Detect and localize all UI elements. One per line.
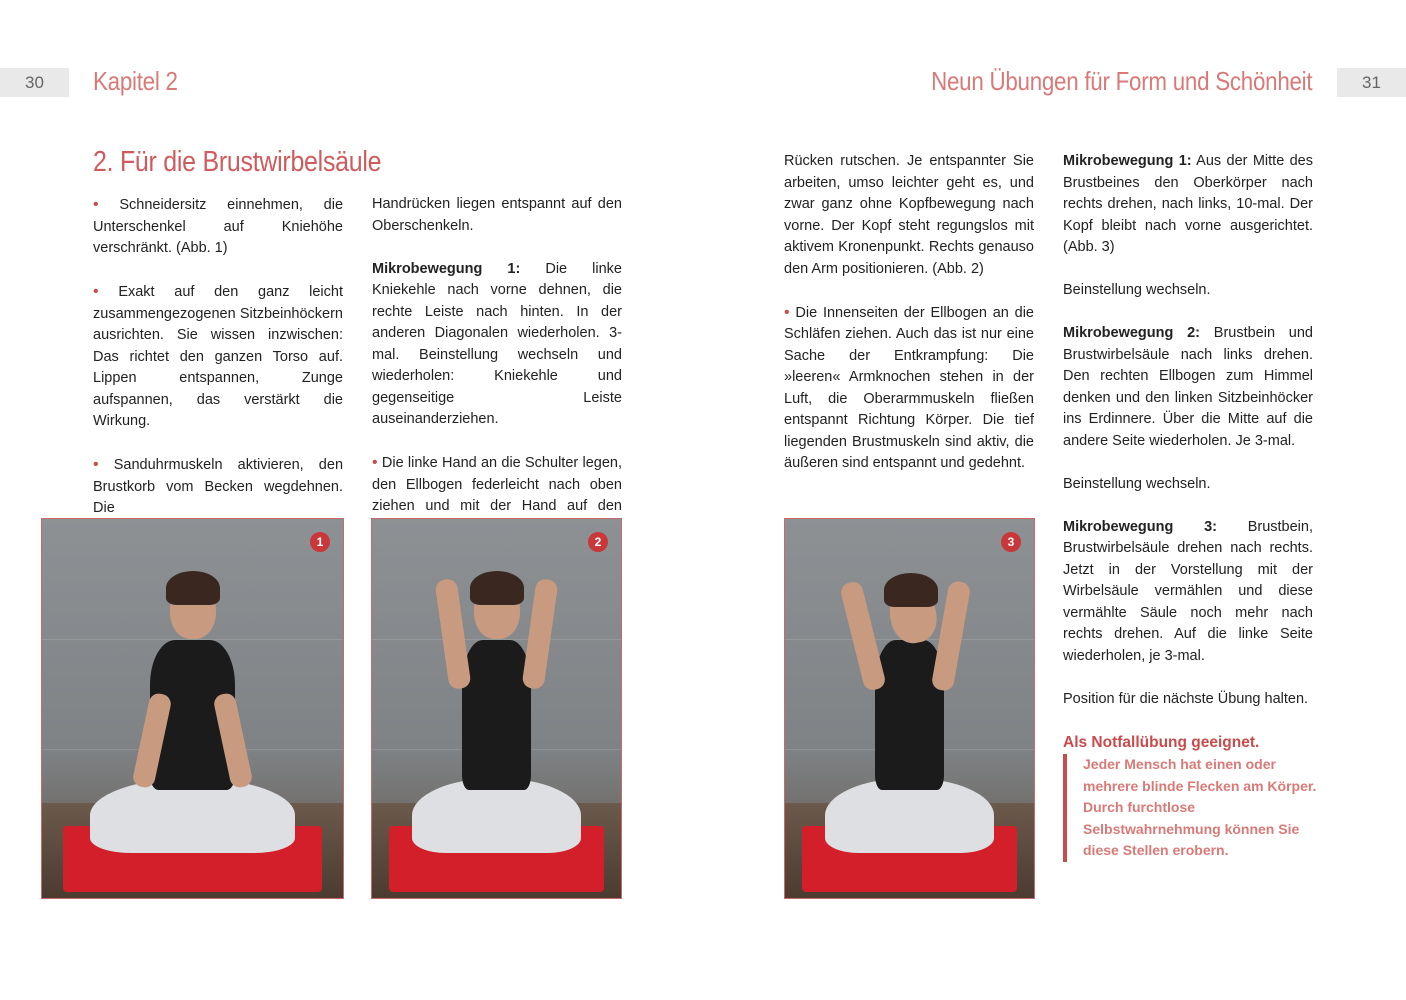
text-column-3 [784,151,1034,475]
page-number-right: 31 [1337,68,1406,97]
figure-number-badge: 3 [1001,532,1021,552]
bullet-icon: • [93,283,99,300]
paragraph-text: Schneidersitz einnehmen, die Unterschenkel auf Kniehöhe verschränkt. (Abb. 1) [93,197,344,256]
paragraph-text: Sanduhrmuskeln aktivieren, den Brustkorb vom Becken wegdehnen. Die [93,457,344,516]
paragraph-text: Die Innenseiten der Ellbogen an die Schläfen ziehen. Auch das ist nur eine Sache der Entkrampfung: Die »leeren« Armknochen stehen in der Luft, die Oberarmmuskeln fließen entspannt Richtung Körper. Die tief liegenden Brustmuskeln sind aktiv, die äußeren sind entspannt und gedehnt. [784,304,1034,471]
micro-label: Mikrobewegung 1: [1063,153,1192,169]
paragraph-text: Handrücken liegen entspannt auf den Oberschenkeln. [372,196,622,234]
paragraph [93,281,343,433]
paragraph-text: Die linke Hand an die Schulter legen, den Ellbogen federleicht nach oben ziehen und mit der Hand auf den [372,455,622,514]
paragraph [1063,689,1313,711]
micro-label: Mikrobewegung 3: [1063,518,1217,535]
figure-number-badge: 2 [588,532,608,552]
text-column-4 [1063,151,1313,753]
notfall-note: Als Notfallübung geeignet. [1063,733,1260,751]
micro-label: Mikrobewegung 1: [372,260,521,277]
paragraph-text: Position für die nächste Übung halten. [1063,690,1309,707]
bullet-icon: • [372,454,378,471]
paragraph-text: Brustbein, Brustwirbelsäule drehen nach rechts. Jetzt in der Vorstellung mit der Wirbelsäule vermählen und diese vermählte Säule noch mehr nach rechts drehen. Auf die linke Seite wiederholen, je 3-mal. [1063,518,1313,664]
paragraph [1063,151,1313,259]
paragraph-text: Beinstellung wechseln. [1063,282,1211,298]
paragraph-text: Beinstellung wechseln. [1063,475,1211,492]
paragraph-text: Exakt auf den ganz leicht zusammengezogenen Sitzbeinhöckern ausrichten. Sie wissen inzwischen: Das richtet den ganzen Torso auf. Lippen entspannen, Zunge aufspannen, das verstärkt die Wirkung. [93,284,343,429]
paragraph [1063,517,1313,668]
exercise-photo-3 [784,518,1035,899]
paragraph-text: Die linke Kniekehle nach vorne dehnen, die rechte Leiste nach hinten. In der anderen Diagonalen wiederholen. 3-mal. Beinstellung wechseln und wiederholen: Kniekehle und gegenseitige Leiste auseinanderziehen. [372,260,622,427]
paragraph-text: Aus der Mitte des Brustbeines den Oberkörper nach rechts drehen, nach links, 10-mal. Der Kopf bleibt nach vorne ausgerichtet. (Abb. 3) [1063,153,1313,255]
paragraph [372,259,622,431]
paragraph [1063,474,1313,496]
paragraph-text: Rücken rutschen. Je entspannter Sie arbeiten, umso leichter geht es, und zwar ganz ohne Kopfbewegung nach vorne. Der Kopf steht regungslos mit aktivem Kronenpunkt. Rechts genauso den Arm positionieren. (Abb. 2) [784,153,1034,277]
exercise-photo-2 [371,518,622,899]
bullet-icon: • [93,196,99,213]
paragraph [784,151,1034,280]
page-number-left: 30 [0,68,69,97]
running-head-left: Kapitel 2 [93,66,178,96]
pull-quote: Jeder Mensch hat einen oder mehrere blinde Flecken am Körper. Durch furchtlose Selbstwahrnehmung können Sie diese Stellen erobern. [1063,754,1333,862]
paragraph [1063,323,1313,452]
text-column-1 [93,194,343,520]
section-heading: 2. Für die Brustwirbelsäule [93,146,382,178]
exercise-photo-1 [41,518,344,899]
bullet-icon: • [93,456,99,473]
paragraph [93,454,343,520]
paragraph [784,302,1034,475]
paragraph [372,194,622,237]
paragraph [1063,280,1313,302]
bullet-icon: • [784,303,790,321]
paragraph-text: Brustbein und Brustwirbelsäule nach links drehen. Den rechten Ellbogen zum Himmel denken und den linken Sitzbeinhöcker ins Erdinnere. Über die Mitte auf die andere Seite wiederholen. Je 3-mal. [1063,325,1313,449]
paragraph [93,194,343,260]
running-head-right: Neun Übungen für Form und Schönheit [930,66,1312,96]
figure-number-badge: 1 [310,532,330,552]
micro-label: Mikrobewegung 2: [1063,325,1201,341]
text-column-2 [372,194,622,539]
